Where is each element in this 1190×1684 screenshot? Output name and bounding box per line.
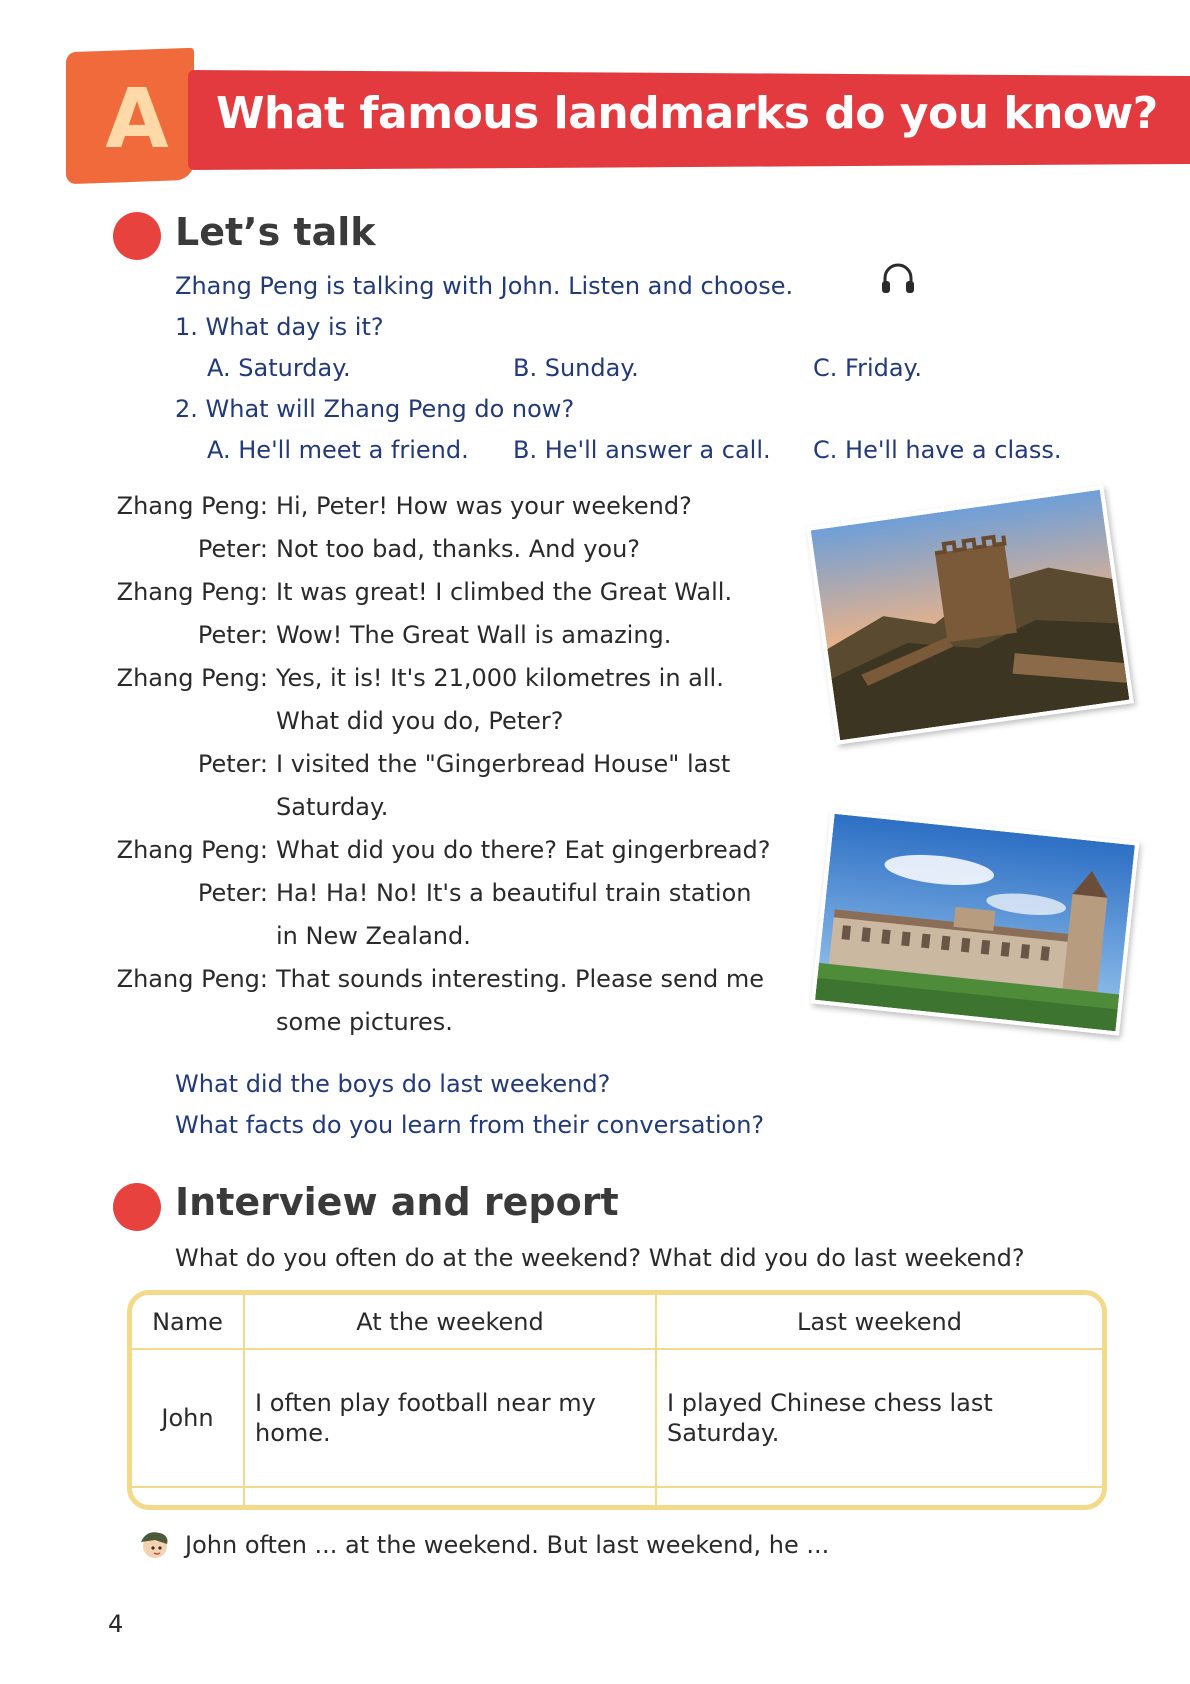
follow-up-question-2: What facts do you learn from their conversation?	[175, 1111, 765, 1139]
question-1: 1. What day is it?	[175, 313, 384, 341]
interview-table	[127, 1290, 1107, 1510]
column-header-name: Name	[132, 1295, 244, 1349]
dialogue-speaker: Peter:	[197, 879, 268, 907]
column-header-at-the-weekend: At the weekend	[244, 1295, 656, 1349]
q1-option-a[interactable]: A. Saturday.	[207, 354, 351, 382]
dialogue-speaker: Zhang Peng:	[116, 578, 268, 606]
dialogue-line: What did you do, Peter?	[276, 707, 564, 735]
dialogue-line: Wow! The Great Wall is amazing.	[276, 621, 672, 649]
interview-prompt: What do you often do at the weekend? What did you do last weekend?	[175, 1244, 1025, 1272]
boy-avatar-icon	[133, 1526, 173, 1562]
q1-option-b[interactable]: B. Sunday.	[513, 354, 639, 382]
table-row	[132, 1349, 1102, 1487]
q2-option-a[interactable]: A. He'll meet a friend.	[207, 436, 469, 464]
section-bullet-icon	[113, 1183, 161, 1231]
table-cell-name-blank[interactable]	[132, 1487, 244, 1505]
dialogue-line: Ha! Ha! No! It's a beautiful train station	[276, 879, 752, 907]
dialogue-speaker: Zhang Peng:	[116, 664, 268, 692]
question-2: 2. What will Zhang Peng do now?	[175, 395, 575, 423]
dialogue-line: Saturday.	[276, 793, 389, 821]
train-station-illustration	[815, 814, 1135, 1032]
q1-option-c[interactable]: C. Friday.	[813, 354, 922, 382]
dialogue-line: It was great! I climbed the Great Wall.	[276, 578, 733, 606]
report-sentence: John often ... at the weekend. But last weekend, he ...	[185, 1531, 830, 1559]
dialogue-speaker: Peter:	[197, 535, 268, 563]
q2-option-c[interactable]: C. He'll have a class.	[813, 436, 1062, 464]
dialogue-line: Not too bad, thanks. And you?	[276, 535, 641, 563]
section-bullet-icon	[113, 212, 161, 260]
dialogue-line: Hi, Peter! How was your weekend?	[276, 492, 692, 520]
dialogue-line: Yes, it is! It's 21,000 kilometres in all.	[276, 664, 724, 692]
table-cell-name: John	[132, 1349, 244, 1487]
unit-banner	[66, 50, 1190, 185]
train-station-photo	[811, 809, 1140, 1035]
dialogue-speaker: Peter:	[197, 621, 268, 649]
section-heading-interview: Interview and report	[175, 1180, 619, 1224]
dialogue-line: That sounds interesting. Please send me	[276, 965, 765, 993]
unit-letter: A	[105, 72, 169, 167]
table-cell-last-weekend-blank[interactable]	[656, 1487, 1102, 1505]
dialogue-speaker: Peter:	[197, 750, 268, 778]
page-title: What famous landmarks do you know?	[216, 88, 1158, 139]
table-cell-at-the-weekend: I often play football near my home.	[244, 1349, 656, 1487]
dialogue-speaker: Zhang Peng:	[116, 492, 268, 520]
dialogue-speaker: Zhang Peng:	[116, 965, 268, 993]
column-header-last-weekend: Last weekend	[656, 1295, 1102, 1349]
dialogue-line: in New Zealand.	[276, 922, 471, 950]
page-number: 4	[108, 1610, 124, 1638]
dialogue-line: some pictures.	[276, 1008, 453, 1036]
table-row-blank[interactable]	[132, 1487, 1102, 1505]
table-header-row	[132, 1295, 1102, 1349]
follow-up-question-1: What did the boys do last weekend?	[175, 1070, 611, 1098]
great-wall-illustration	[811, 490, 1130, 741]
listening-instruction: Zhang Peng is talking with John. Listen and choose.	[175, 272, 794, 300]
dialogue-speaker: Zhang Peng:	[116, 836, 268, 864]
table-cell-last-weekend: I played Chinese chess last Saturday.	[656, 1349, 1102, 1487]
great-wall-photo	[806, 485, 1134, 745]
dialogue-line: What did you do there? Eat gingerbread?	[276, 836, 771, 864]
q2-option-b[interactable]: B. He'll answer a call.	[513, 436, 771, 464]
dialogue-line: I visited the "Gingerbread House" last	[276, 750, 731, 778]
table-cell-at-the-weekend-blank[interactable]	[244, 1487, 656, 1505]
headphones-icon	[880, 262, 916, 296]
section-heading-lets-talk: Let’s talk	[175, 210, 376, 254]
